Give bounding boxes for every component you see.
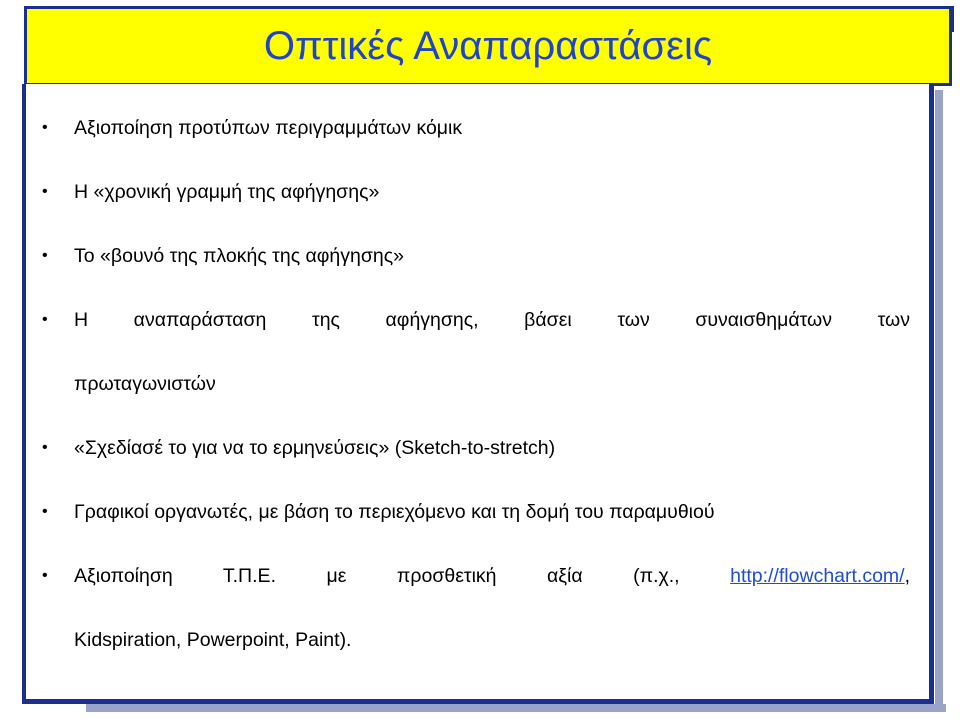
- bullet-text: • Αξιοποίηση προτύπων περιγραμμάτων κόμικ: [74, 117, 463, 139]
- bullet-item: [26, 96, 924, 160]
- slide-title: Οπτικές Αναπαραστάσεις: [263, 23, 713, 68]
- bullet-text-with-link: [74, 544, 924, 608]
- bullet-text: Αξιοποίηση Τ.Π.Ε. με προσθετική αξία (π.χ.,: [74, 565, 680, 587]
- flowchart-link[interactable]: http://flowchart.com/: [730, 565, 905, 587]
- bullet-item: [26, 288, 924, 416]
- bullet-list: [26, 96, 924, 672]
- bullet-item: [26, 160, 924, 224]
- bullet-text: • Η αναπαράσταση της αφήγησης, βάσει των συναισθημάτων των: [74, 309, 910, 331]
- bullet-text-comma: ,: [904, 565, 911, 587]
- bullet-item: [26, 224, 924, 288]
- bullet-text: • «Σχεδίασέ το για να το ερμηνεύσεις» (Sketch-to-stretch): [74, 437, 556, 459]
- content-frame-shadow: [86, 704, 946, 712]
- bullet-item: [26, 416, 924, 480]
- bullet-text: • Η «χρονική γραμμή της αφήγησης»: [74, 181, 380, 203]
- bullet-text: • Το «βουνό της πλοκής της αφήγησης»: [74, 245, 404, 267]
- bullet-item: [26, 544, 924, 672]
- bullet-item: [26, 480, 924, 544]
- bullet-text-continued: πρωταγωνιστών: [74, 373, 216, 395]
- title-banner: [24, 6, 952, 86]
- bullet-text: • Γραφικοί οργανωτές, με βάση το περιεχόμενο και τη δομή του παραμυθιού: [74, 501, 715, 523]
- bullet-text-continued: Kidspiration, Powerpoint, Paint).: [74, 629, 352, 651]
